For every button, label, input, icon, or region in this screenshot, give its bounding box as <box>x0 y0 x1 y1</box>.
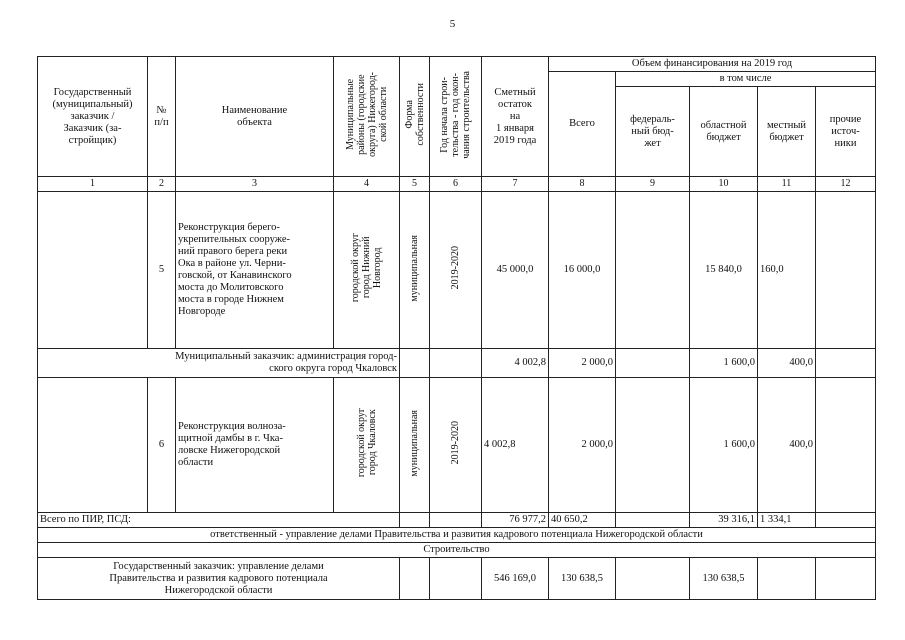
index-cell: 5 <box>400 177 430 192</box>
total: 16 000,0 <box>549 192 616 349</box>
empty-cell <box>38 192 148 349</box>
header-num: № п/п <box>148 57 176 177</box>
empty-cell <box>430 513 482 528</box>
balance: 4 002,8 <box>482 349 549 378</box>
index-cell: 1 <box>38 177 148 192</box>
empty-cell <box>816 558 876 600</box>
federal <box>616 378 690 513</box>
object-name: Реконструкция берего- укрепительных сооруже- ний правого берега реки Ока в районе ул. Черни- говской, от Канавинского моста до Молитовского моста в городе Нижнем Новгороде <box>176 192 334 349</box>
empty-cell <box>430 558 482 600</box>
district: городской округ город Нижний Новгород <box>334 192 400 349</box>
row-num: 5 <box>148 192 176 349</box>
regional: 1 600,0 <box>690 378 758 513</box>
section-title: Строительство <box>38 543 876 558</box>
ownership: муниципальная <box>400 378 430 513</box>
table-row <box>38 378 876 513</box>
local: 160,0 <box>758 192 816 349</box>
header-financing: Объем финансирования на 2019 год <box>549 57 876 72</box>
object-name: Реконструкция волноза- щитной дамбы в г. Чка- ловске Нижегородской области <box>176 378 334 513</box>
index-cell: 9 <box>616 177 690 192</box>
header-federal: федераль- ный бюд- жет <box>616 87 690 177</box>
regional: 15 840,0 <box>690 192 758 349</box>
ownership: муниципальная <box>400 192 430 349</box>
header-including: в том числе <box>616 72 876 87</box>
index-cell: 3 <box>176 177 334 192</box>
years: 2019-2020 <box>430 192 482 349</box>
local: 400,0 <box>758 349 816 378</box>
empty-cell <box>400 513 430 528</box>
table-row <box>38 192 876 349</box>
index-cell: 7 <box>482 177 549 192</box>
empty-cell <box>430 349 482 378</box>
empty-cell <box>616 558 690 600</box>
financing-table <box>37 56 876 600</box>
total: 40 650,2 <box>549 513 616 528</box>
index-cell: 4 <box>334 177 400 192</box>
balance: 45 000,0 <box>482 192 549 349</box>
regional: 39 316,1 <box>690 513 758 528</box>
regional: 1 600,0 <box>690 349 758 378</box>
empty-cell <box>400 349 430 378</box>
summary-label: Всего по ПИР, ПСД: <box>38 513 400 528</box>
customer-label: Государственный заказчик: управление делами Правительства и развития кадрового потенциала Нижегородской области <box>38 558 400 600</box>
header-ownership: Форма собственности <box>400 57 430 177</box>
table-row <box>38 528 876 543</box>
balance: 76 977,2 <box>482 513 549 528</box>
header-total: Всего <box>549 72 616 177</box>
index-cell: 8 <box>549 177 616 192</box>
balance: 546 169,0 <box>482 558 549 600</box>
responsible-label: ответственный - управление делами Правительства и развития кадрового потенциала Нижегородской области <box>38 528 876 543</box>
customer-label: Муниципальный заказчик: администрация город- ского округа город Чкаловск <box>38 349 400 378</box>
empty-cell <box>616 349 690 378</box>
header-balance: Сметный остаток на 1 января 2019 года <box>482 57 549 177</box>
total: 2 000,0 <box>549 349 616 378</box>
index-cell: 11 <box>758 177 816 192</box>
district: городской округ город Чкаловск <box>334 378 400 513</box>
empty-cell <box>400 558 430 600</box>
empty-cell <box>816 349 876 378</box>
other <box>816 378 876 513</box>
empty-cell <box>616 513 690 528</box>
page-number: 5 <box>449 18 456 30</box>
header-years: Год начала строи- тельства - год окон- чания строительства <box>430 57 482 177</box>
table-row <box>38 543 876 558</box>
empty-cell <box>38 378 148 513</box>
header-customer: Государственный (муниципальный) заказчик / Заказчик (за- стройщик) <box>38 57 148 177</box>
row-num: 6 <box>148 378 176 513</box>
federal <box>616 192 690 349</box>
empty-cell <box>816 513 876 528</box>
balance: 4 002,8 <box>482 378 549 513</box>
table-row <box>38 513 876 528</box>
index-cell: 6 <box>430 177 482 192</box>
regional: 130 638,5 <box>690 558 758 600</box>
index-cell: 10 <box>690 177 758 192</box>
table-row <box>38 558 876 600</box>
years: 2019-2020 <box>430 378 482 513</box>
total: 130 638,5 <box>549 558 616 600</box>
header-object-name: Наименование объекта <box>176 57 334 177</box>
other <box>816 192 876 349</box>
header-districts: Муниципальные районы (городские округа) Нижегород- ской области <box>334 57 400 177</box>
index-cell: 2 <box>148 177 176 192</box>
empty-cell <box>758 558 816 600</box>
header-regional: областной бюджет <box>690 87 758 177</box>
local: 1 334,1 <box>758 513 816 528</box>
total: 2 000,0 <box>549 378 616 513</box>
header-local: местный бюджет <box>758 87 816 177</box>
local: 400,0 <box>758 378 816 513</box>
header-other: прочие источ- ники <box>816 87 876 177</box>
index-cell: 12 <box>816 177 876 192</box>
table-row <box>38 349 876 378</box>
